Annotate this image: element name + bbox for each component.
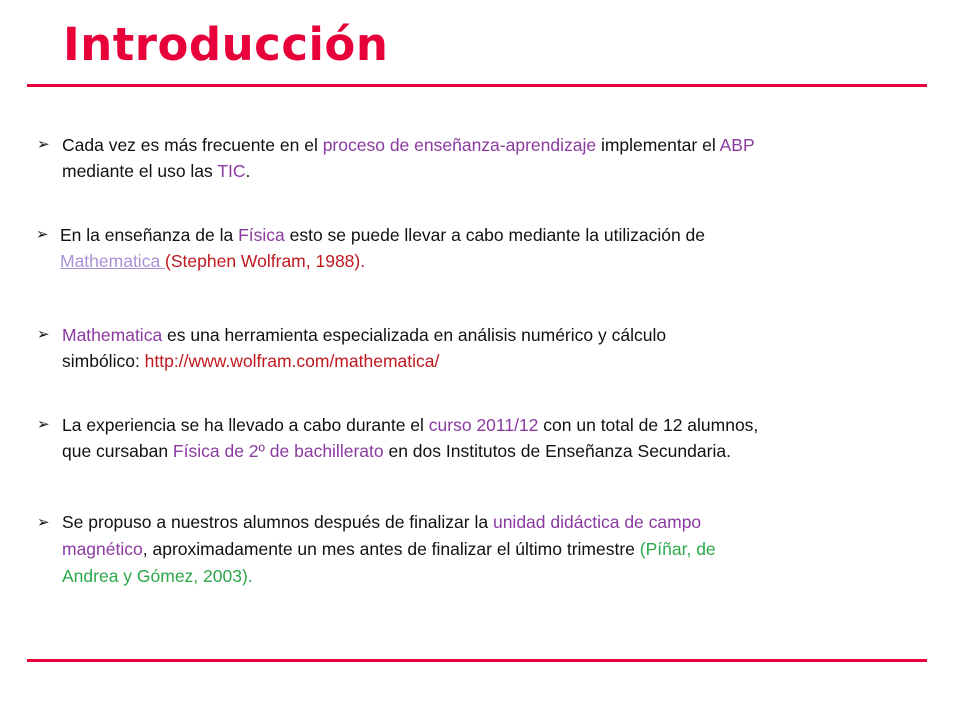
highlight-term: Física	[238, 225, 285, 245]
highlight-term: Física de 2º de bachillerato	[172, 441, 384, 461]
citation-text: (Píñar, de	[639, 539, 716, 559]
bullet-mathematica	[37, 322, 666, 374]
bullet-line: En la enseñanza de la Física esto se puede llevar a cabo mediante la utilización de	[60, 225, 706, 245]
highlight-term: unidad didáctica de campo	[492, 512, 702, 532]
bullet-abp	[37, 132, 755, 184]
bullet-line: Se propuso a nuestros alumnos después de finalizar la unidad didáctica de campo	[62, 512, 702, 532]
bullet-line: Cada vez es más frecuente en el proceso de enseñanza-aprendizaje implementar el ABP	[62, 135, 755, 155]
bullet-line: magnético, aproximadamente un mes antes de finalizar el último trimestre (Píñar, de	[62, 539, 716, 559]
highlight-term: TIC	[217, 161, 246, 181]
highlight-term: magnético	[62, 539, 143, 559]
bullet-line: mediante el uso las TIC.	[62, 161, 251, 181]
bullet-line: que cursaban Física de 2º de bachillerato en dos Institutos de Enseñanza Secundaria.	[62, 441, 731, 461]
bullet-line	[60, 248, 705, 274]
arrow-bullet-icon: ➢	[37, 514, 50, 531]
citation-text: Andrea y Gómez, 2003).	[62, 566, 253, 586]
top-divider	[27, 84, 927, 87]
highlight-term: curso 2011/12	[428, 415, 539, 435]
bottom-divider	[27, 659, 927, 662]
bullet-line: simbólico: http://www.wolfram.com/mathematica/	[62, 351, 440, 371]
slide-title: Introducción	[63, 18, 389, 71]
arrow-bullet-icon: ➢	[37, 326, 50, 343]
bullet-propuesta	[37, 509, 716, 590]
bullet-experiencia	[37, 412, 758, 464]
highlight-term: ABP	[719, 135, 755, 155]
arrow-bullet-icon: ➢	[37, 136, 50, 153]
arrow-bullet-icon: ➢	[37, 416, 50, 433]
wolfram-url-link[interactable]: http://www.wolfram.com/mathematica/	[144, 351, 440, 371]
arrow-bullet-icon: ➢	[36, 226, 49, 243]
mathematica-link[interactable]: Mathematica	[60, 251, 166, 271]
bullet-fisica	[36, 222, 705, 274]
highlight-term: proceso de enseñanza-aprendizaje	[322, 135, 597, 155]
reference-text: (Stephen Wolfram, 1988).	[165, 251, 366, 271]
bullet-line: La experiencia se ha llevado a cabo durante el curso 2011/12 con un total de 12 alumnos,	[62, 415, 759, 435]
highlight-term: Mathematica	[62, 325, 163, 345]
bullet-line	[62, 563, 716, 590]
bullet-line: Mathematica es una herramienta especializada en análisis numérico y cálculo	[62, 325, 667, 345]
